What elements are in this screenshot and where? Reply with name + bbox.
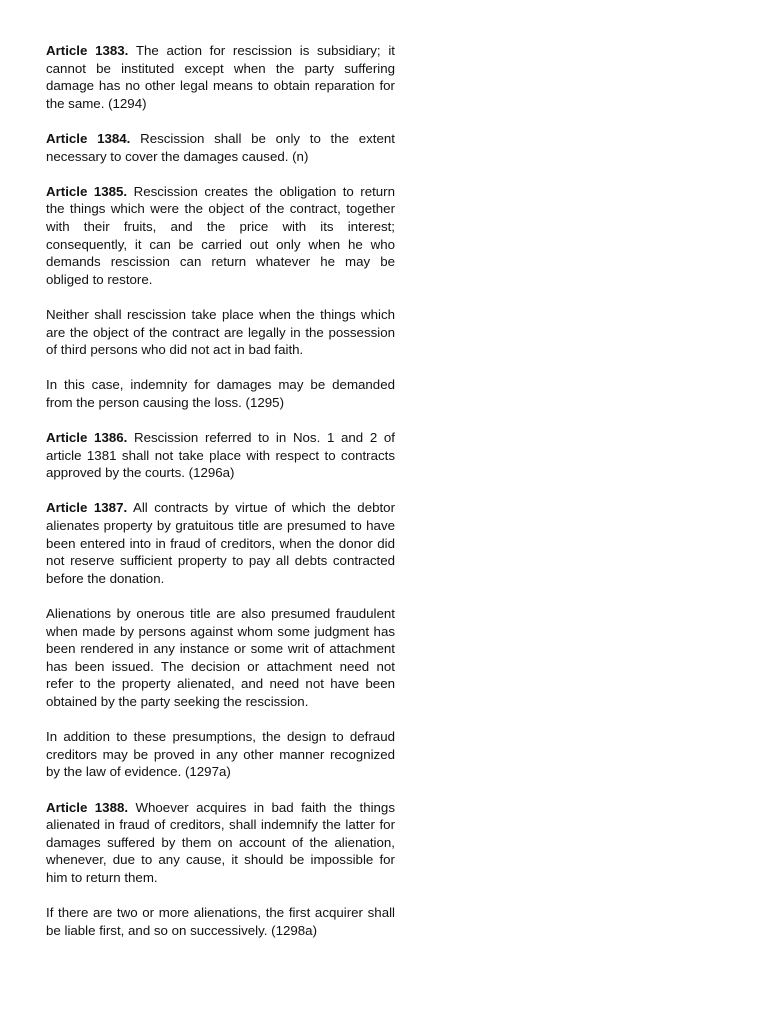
- article-1385-text: Rescission creates the obligation to return the things which were the object of the contract, together with their fruits, and the price with its interest; consequently, it can be carried out only when he who demands rescission can return whatever he may be obliged to restore.: [46, 183, 396, 287]
- article-1385-label: Article 1385.: [46, 183, 128, 199]
- article-1387-continuation-1-text: Alienations by onerous title are also presumed fraudulent when made by persons against whom some judgment has been rendered in any instance or some writ of attachment has been issued. The decision or attachment need not refer to the property alienated, and need not have been obtained by the party seeking the rescission.: [46, 606, 395, 709]
- article-1384-paragraph: [46, 130, 395, 165]
- article-1386-text: Rescission referred to in Nos. 1 and 2 of article 1381 shall not take place with respect to contracts approved by the courts. (1296a): [46, 430, 395, 481]
- article-1384-text: Rescission shall be only to the extent necessary to cover the damages caused. (n): [46, 130, 395, 164]
- article-1386-paragraph: [46, 429, 395, 482]
- document-body: [46, 42, 395, 957]
- article-1384-label: Article 1384.: [46, 130, 131, 146]
- article-1385-paragraph: [46, 183, 395, 289]
- article-1385-continuation-1-text: Neither shall rescission take place when the things which are the object of the contract are legally in the possession of third persons who did not act in bad faith.: [46, 306, 395, 358]
- article-1388-text: Whoever acquires in bad faith the things alienated in fraud of creditors, shall indemnify the latter for damages suffered by them on account of the alienation, whenever, due to any cause, it should be impossible for him to return them.: [46, 799, 395, 885]
- article-1387-label: Article 1387.: [46, 500, 128, 516]
- article-1383-text: The action for rescission is subsidiary; it cannot be instituted except when the party suffering damage has no other legal means to obtain reparation for the same. (1294): [46, 43, 395, 111]
- article-1387-continuation-2-text: In addition to these presumptions, the design to defraud creditors may be proved in any other manner recognized by the law of evidence. (1297a): [46, 729, 395, 780]
- article-1385-continuation-2: [46, 376, 395, 411]
- article-1385-continuation-2-text: In this case, indemnity for damages may be demanded from the person causing the loss. (1295): [46, 377, 395, 410]
- article-1388-continuation-1-text: If there are two or more alienations, the first acquirer shall be liable first, and so on successively. (1298a): [46, 905, 395, 938]
- article-1388-label: Article 1388.: [46, 799, 129, 815]
- article-1383-label: Article 1383.: [46, 43, 129, 58]
- article-1387-continuation-2: [46, 728, 395, 781]
- article-1388-paragraph: [46, 799, 395, 887]
- article-1387-paragraph: [46, 499, 395, 587]
- article-1385-continuation-1: [46, 306, 395, 359]
- article-1388-continuation-1: [46, 904, 395, 939]
- article-1387-continuation-1: [46, 605, 395, 711]
- article-1383-paragraph: [46, 42, 395, 112]
- article-1386-label: Article 1386.: [46, 430, 128, 446]
- article-1387-text: All contracts by virtue of which the debtor alienates property by gratuitous title are presumed to have been entered into in fraud of creditors, when the donor did not reserve sufficient property to pay all debts contracted before the donation.: [46, 500, 396, 586]
